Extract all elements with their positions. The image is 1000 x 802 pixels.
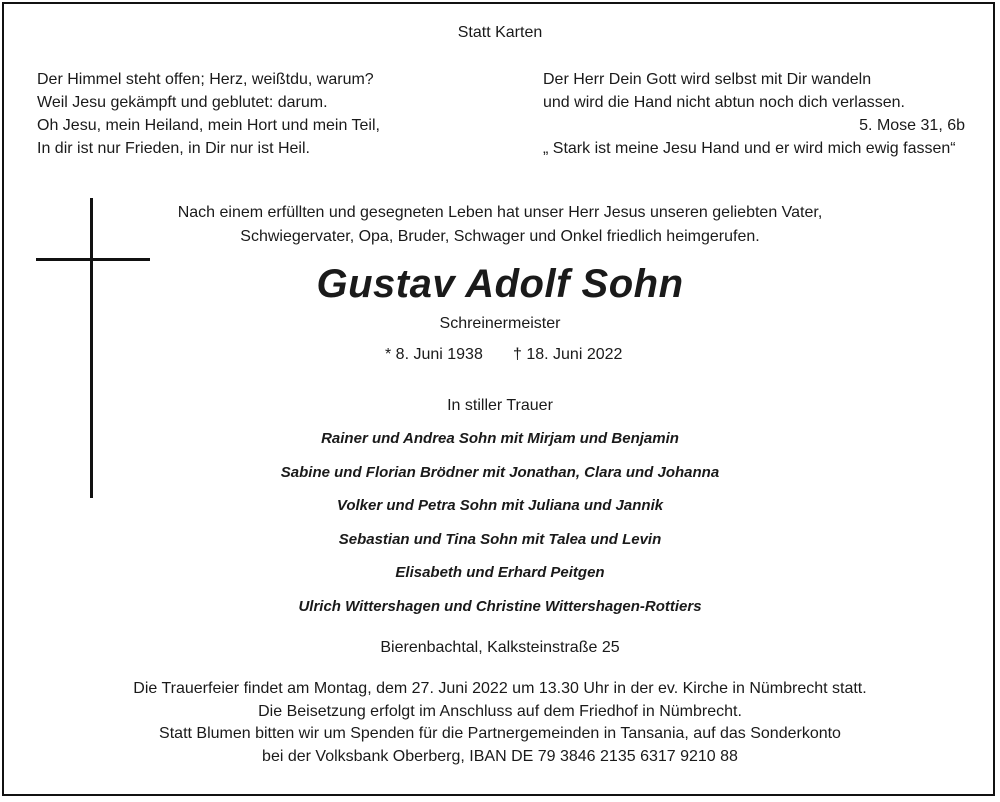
bible-reference: 5. Mose 31, 6b (859, 117, 965, 134)
mourning-heading: In stiller Trauer (447, 397, 553, 414)
mourner-entry: Sebastian und Tina Sohn mit Talea und Levin (338, 530, 662, 548)
verse-left-line: Oh Jesu, mein Heiland, mein Hort und mein Teil, (37, 117, 380, 134)
mourner-entry: Sabine und Florian Brödner mit Jonathan, Clara und Johanna (280, 463, 720, 481)
cross-icon-beam (36, 258, 150, 261)
deceased-profession: Schreinermeister (439, 315, 561, 332)
intro-line: Nach einem erfüllten und gesegneten Leben hat unser Herr Jesus unseren geliebten Vater, (177, 204, 823, 221)
funeral-line: Die Trauerfeier findet am Montag, dem 27. Juni 2022 um 13.30 Uhr in der ev. Kirche in Nümbrecht statt. (133, 680, 867, 697)
mourner-entry: Ulrich Wittershagen und Christine Wittershagen-Rottiers (298, 597, 702, 615)
verse-right (543, 68, 965, 160)
mourner-entry: Volker und Petra Sohn mit Juliana und Jannik (336, 497, 664, 514)
mourners-list (0, 428, 1000, 629)
verse-right-line: Der Herr Dein Gott wird selbst mit Dir wandeln (543, 71, 872, 88)
funeral-line: Die Beisetzung erfolgt im Anschluss auf dem Friedhof in Nümbrecht. (258, 702, 742, 720)
verse-right-line: und wird die Hand nicht abtun noch dich verlassen. (543, 94, 905, 111)
intro-line: Schwiegervater, Opa, Bruder, Schwager und Onkel friedlich heimgerufen. (240, 228, 760, 245)
verse-quote: „ Stark ist meine Jesu Hand und er wird mich ewig fassen“ (543, 140, 956, 157)
funeral-line: bei der Volksbank Oberberg, IBAN DE 79 3846 2135 6317 9210 88 (262, 747, 738, 765)
verse-left-line: Der Himmel steht offen; Herz, weißtdu, warum? (37, 71, 374, 88)
mourner-entry: Elisabeth und Erhard Peitgen (395, 564, 605, 581)
intro-text (100, 201, 900, 249)
address: Bierenbachtal, Kalksteinstraße 25 (380, 639, 620, 656)
verse-left (37, 68, 477, 160)
birth-date: * 8. Juni 1938 (385, 346, 483, 363)
verse-left-line: In dir ist nur Frieden, in Dir nur ist Heil. (37, 140, 310, 157)
funeral-line: Statt Blumen bitten wir um Spenden für die Partnergemeinden in Tansania, auf das Sonderkonto (159, 725, 841, 742)
verse-left-line: Weil Jesu gekämpft und geblutet: darum. (37, 94, 328, 111)
deceased-name: Gustav Adolf Sohn (316, 262, 684, 306)
death-date: † 18. Juni 2022 (513, 346, 623, 363)
funeral-info (0, 678, 1000, 768)
header-title: Statt Karten (457, 24, 543, 41)
mourner-entry: Rainer und Andrea Sohn mit Mirjam und Benjamin (321, 430, 679, 447)
